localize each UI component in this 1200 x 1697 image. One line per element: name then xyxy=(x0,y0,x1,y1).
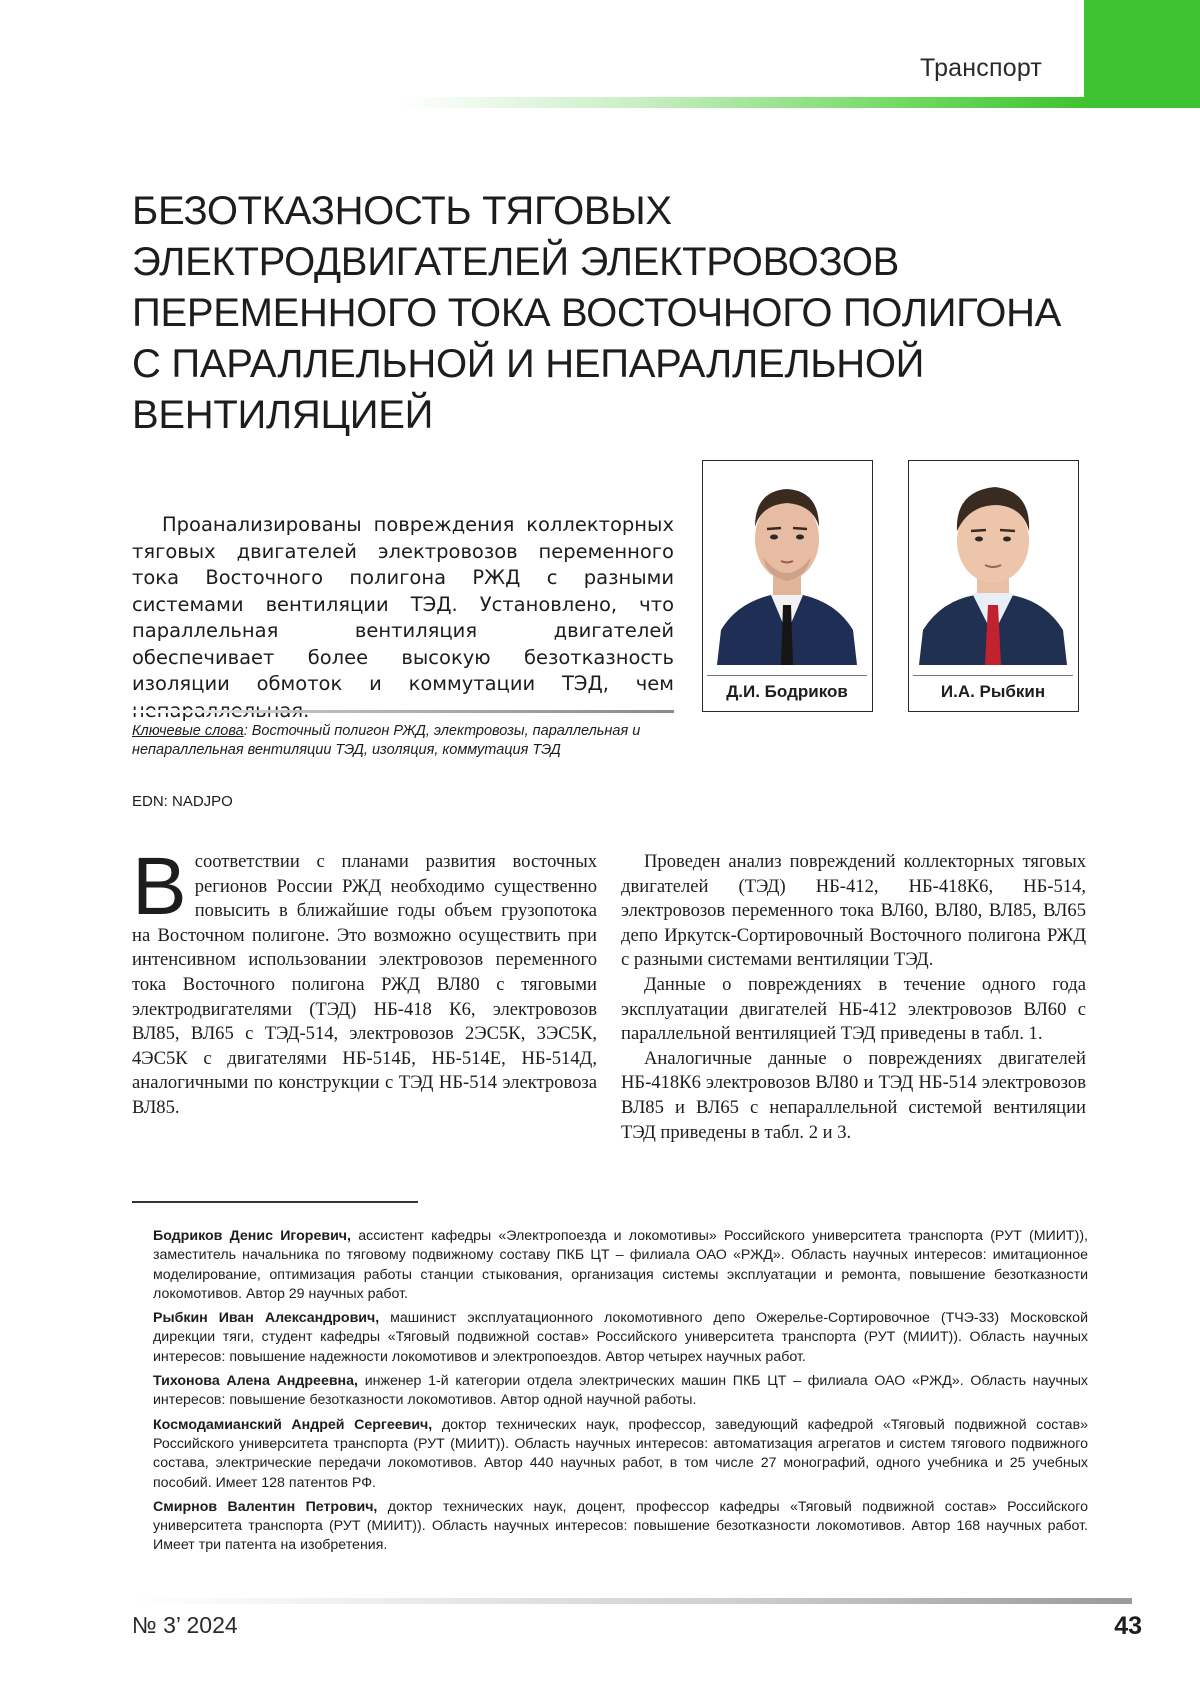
bio-text: инженер 1-й категории отдела электрических машин ПКБ ЦТ – филиала ОАО «РЖД». Область научных интересов: повышение безотказности локомотивов. Автор одной научной работы. xyxy=(153,1373,1088,1409)
author-photo-caption: И.А. Рыбкин xyxy=(913,675,1073,707)
bio-text: ассистент кафедры «Электропоезда и локомотивы» Российского университета транспорта (РУТ (МИИТ)), заместитель начальника по тяговому подвижному составу ПКБ ЦТ – филиала ОАО «РЖД». Область научных интересов: имитационное моделирование, оптимизация работы станции стыкования, организация системы эксплуатации и ремонта, повышение безотказности локомотивов. Автор 29 научных работ. xyxy=(153,1228,1088,1302)
bio-author-name: Космодамианский Андрей Сергеевич, xyxy=(153,1416,433,1433)
body-paragraph xyxy=(132,841,597,1121)
issue-number: № 3’ 2024 xyxy=(132,1612,238,1638)
author-bio xyxy=(153,1227,1088,1304)
bio-author-name: Смирнов Валентин Петрович, xyxy=(153,1498,378,1515)
author-bio xyxy=(153,1372,1088,1411)
article-abstract: Проанализированы повреждения коллекторных тяговых двигателей электровозов переменного тока Восточного полигона РЖД с разными системами вентиляции ТЭД. Установлено, что параллельная вентиляция двигателей обеспечивает более высокую безотказность изоляции обмоток и коммутации ТЭД, чем xyxy=(132,513,674,695)
portrait-illustration xyxy=(707,465,867,665)
author-bio xyxy=(153,1309,1088,1367)
author-photo-card xyxy=(702,460,873,712)
keywords-text: : Восточный полигон РЖД, электровозы, параллельная и непараллельная вентиляции ТЭД, изоляция, коммутация ТЭД xyxy=(132,723,641,758)
section-color-tab xyxy=(1084,0,1200,108)
body-text: соответствии с планами развития восточных регионов России РЖД необходимо существенно повысить в ближайшие годы объем грузопотока на Восточном полигоне. Это возможно осуществить при интенсивном использовании электровозов переменного тока Восточного полигона РЖД ВЛ80 с тяговыми электродвигателями (ТЭД) НБ-418 К6, электровозов ВЛ85, ВЛ65 с ТЭД-514, электровозов 2ЭС5К, 3ЭС5К, 4ЭС5К с двигателями НБ-514Б, НБ-514Е, НБ-514Д, аналогичными по конструкции с ТЭД НБ-514 электровоза ВЛ85. xyxy=(132,851,597,1118)
body-column-left xyxy=(132,841,597,1121)
author-bios xyxy=(153,1227,1088,1561)
article-title: БЕЗОТКАЗНОСТЬ ТЯГОВЫХ ЭЛЕКТРОДВИГАТЕЛЕЙ ЭЛЕКТРОВОЗОВ ПЕРЕМЕННОГО ТОКА ВОСТОЧНОГО ПОЛИГОНА С ПАРАЛЛЕЛЬНОЙ И НЕПАРАЛЛЕЛЬНОЙ ВЕНТИЛЯЦИЕЙ xyxy=(132,189,1062,437)
author-bio xyxy=(153,1416,1088,1493)
page-number: 43 xyxy=(1114,1612,1142,1640)
bio-author-name: Бодриков Денис Игоревич, xyxy=(153,1228,351,1244)
author-photo xyxy=(913,465,1073,665)
portrait-illustration xyxy=(913,465,1073,665)
author-photo-caption: Д.И. Бодриков xyxy=(707,675,867,707)
body-paragraph: Проведен анализ повреждений коллекторных тяговых двигателей (ТЭД) НБ-412, НБ-418К6, НБ-514, электровозов переменного тока ВЛ60, ВЛ80, ВЛ85, ВЛ65 депо Иркутск-Сортировочный Восточного полигона РЖД с разными системами вентиляции ТЭД. xyxy=(621,851,1086,971)
abstract-divider xyxy=(132,710,674,713)
bio-author-name: Тихонова Алена Андреевна, xyxy=(153,1373,358,1390)
author-photo-card xyxy=(908,460,1079,712)
author-bio xyxy=(153,1498,1088,1556)
section-label: Транспорт xyxy=(920,54,1043,82)
edn-code: EDN: NADJPO xyxy=(132,793,233,810)
body-column-right xyxy=(621,850,1086,1145)
body-paragraph: Аналогичные данные о повреждениях двигателей НБ-418К6 электровозов ВЛ80 и ТЭД НБ-514 электровозов ВЛ85 и ВЛ65 с непараллельной системой вентиляции ТЭД приведены в табл. 2 и 3. xyxy=(621,1047,1086,1143)
bio-text: доктор технических наук, доцент, профессор кафедры «Тяговый подвижной состав» Российского университета транспорта (РУТ (МИИТ)). Область научных интересов: повышение безотказности локомотивов. Автор 168 научных работ. Имеет три патента на изобретения. xyxy=(153,1498,1088,1554)
footer-divider xyxy=(132,1598,1132,1604)
bio-text: доктор технических наук, профессор, заведующий кафедрой «Тяговый подвижной состав» Российского университета транспорта (РУТ (МИИТ)). Область научных интересов: автоматизация агрегатов и систем тягового подвижного состава, электрические передачи локомотивов. Автор 440 научных работ, в том числе 27 монографий, одного учебника и 25 учебных пособий. Имеет 128 патентов РФ. xyxy=(153,1416,1088,1491)
footnote-divider xyxy=(132,1201,418,1203)
bio-author-name: Рыбкин Иван Александрович, xyxy=(153,1310,380,1327)
keywords xyxy=(132,722,677,760)
header-gradient-bar xyxy=(400,97,1084,108)
bio-text: машинист эксплуатационного локомотивного депо Ожерелье-Сортировочное (ТЧЭ-33) Московской дирекции тяги, студент кафедры «Тяговый подвижной состав» Российского университета транспорта (РУТ (МИИТ)). Область научных интересов: повышение надежности локомотивов и электропоездов. Автор четырех научных работ. xyxy=(153,1310,1088,1365)
body-paragraph: Данные о повреждениях в течение одного года эксплуатации двигателей НБ-412 электровозов ВЛ60 с параллельной вентиляцией ТЭД приведены в табл. 1. xyxy=(621,973,1086,1045)
dropcap-letter: В xyxy=(132,841,187,932)
author-photo xyxy=(707,465,867,665)
keywords-label: Ключевые слова xyxy=(132,723,244,739)
